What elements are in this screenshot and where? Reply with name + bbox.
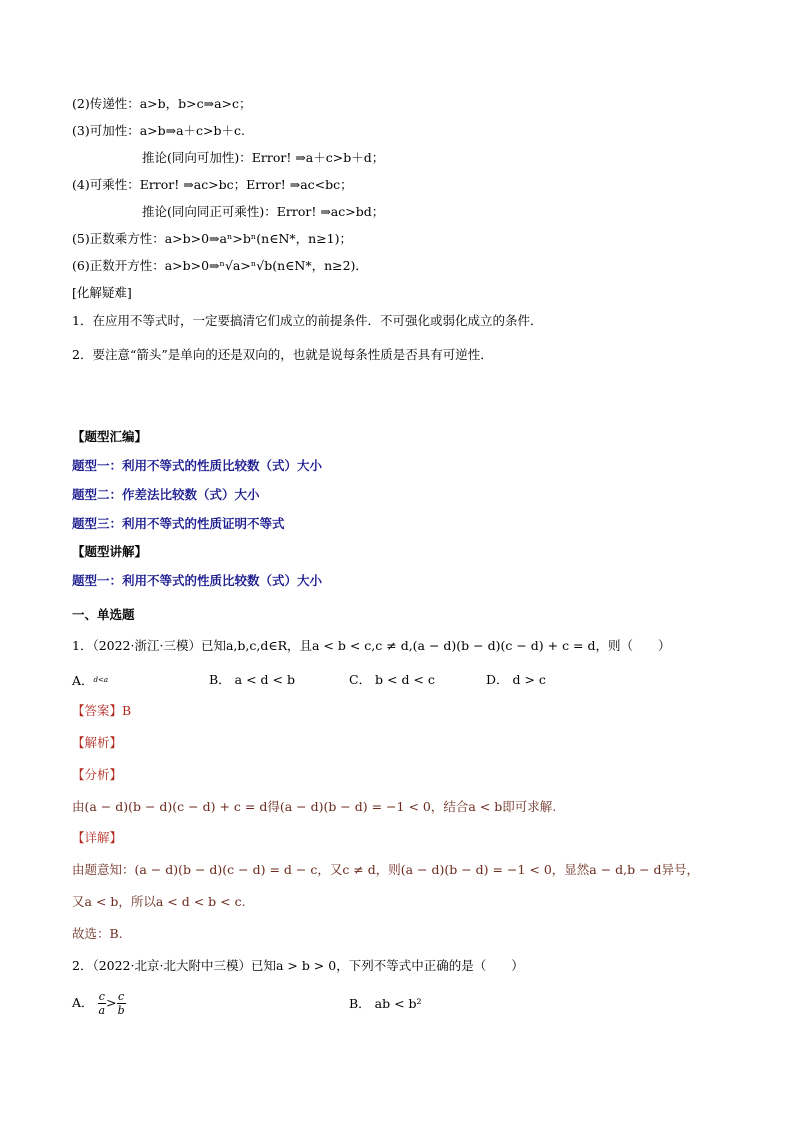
property-6: (6)正数开方性：a>b>0⇒ⁿ√a>ⁿ√b(n∈N*，n≥2)． [72,258,368,273]
q1-option-c: C． b < d < c [349,672,435,687]
q1-option-b: B． a < d < b [209,672,295,687]
q1-analysis-heading: 【解析】 [72,735,123,750]
q2-option-a [72,988,126,1018]
q1-option-a-text: d<a [93,676,109,684]
property-2: (2)传递性：a>b，b>c⇒a>c； [72,96,252,111]
property-5: (5)正数乘方性：a>b>0⇒aⁿ>bⁿ(n∈N*，n≥1)； [72,231,352,246]
q1-choose: 故选：B. [72,926,123,941]
type-1: 题型一：利用不等式的性质比较数（式）大小 [72,458,323,473]
clarify-heading: [化解疑难] [72,285,132,300]
q2-option-a-label: A． [72,995,94,1010]
q2-stem: 2．（2022·北京·北大附中三模）已知a > b > 0，下列不等式中正确的是（ ） [72,958,524,973]
q1-option-a [72,672,108,689]
q1-stem: 1．（2022·浙江·三模）已知a,b,c,d∈R，且a < b < c,c ≠ d,(a − d)(b − d)(c − d) + c = d，则（ ） [72,638,671,653]
q1-fenxi-heading: 【分析】 [72,767,123,782]
q1-detail-2: 又a < b，所以a < d < b < c. [72,894,246,909]
section-title: 一、单选题 [72,607,135,622]
q2-option-b: B． ab < b² [349,996,422,1011]
types-heading: 【题型汇编】 [72,429,148,444]
q1-option-a-label: A． [72,673,94,688]
q2-option-a-relation: > [106,995,117,1010]
property-4-corollary: 推论(同向同正可乘性)：Error! ⇒ac>bd； [142,204,385,219]
q1-answer: 【答案】B [72,703,132,718]
clarify-item-1: 1．在应用不等式时，一定要搞清它们成立的前提条件．不可强化或弱化成立的条件． [72,313,543,328]
q1-option-d: D． d > c [486,672,546,687]
explain-heading: 【题型讲解】 [72,544,148,559]
property-4: (4)可乘性：Error! ⇒ac>bc；Error! ⇒ac<bc； [72,177,353,192]
type-2: 题型二：作差法比较数（式）大小 [72,487,260,502]
q1-fenxi: 由(a − d)(b − d)(c − d) + c = d得(a − d)(b − d) = −1 < 0，结合a < b即可求解. [72,799,557,814]
property-3: (3)可加性：a>b⇒a＋c>b＋c. [72,123,246,138]
property-3-corollary: 推论(同向可加性)：Error! ⇒a＋c>b＋d； [142,150,385,165]
type-3: 题型三：利用不等式的性质证明不等式 [72,516,285,531]
q1-detail-1: 由题意知：(a − d)(b − d)(c − d) = d − c，又c ≠ d，则(a − d)(b − d) = −1 < 0，显然a − d,b − d异号， [72,862,700,877]
q2-option-a-fraction-2: $\frac{c}{b}$ [117,990,125,1017]
q2-option-a-fraction-1: $\frac{c}{a}$ [98,990,106,1017]
type-1-repeat: 题型一：利用不等式的性质比较数（式）大小 [72,573,323,588]
clarify-item-2: 2．要注意“箭头”是单向的还是双向的，也就是说每条性质是否具有可逆性． [72,347,493,362]
q1-detail-heading: 【详解】 [72,830,123,845]
